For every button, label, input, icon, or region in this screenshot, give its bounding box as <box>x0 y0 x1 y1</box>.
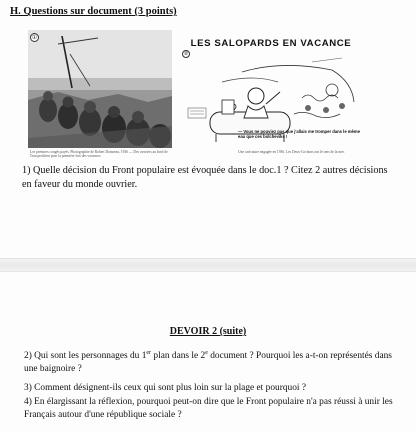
question-2 <box>24 350 398 376</box>
cartoon-title: LES SALOPARDS EN VACANCE <box>190 38 352 49</box>
question-2-sup-2: e <box>205 350 208 356</box>
question-2-part-a: 2) Qui sont les personnages du 1 <box>24 351 147 361</box>
question-2-part-b: plan dans le 2 <box>151 351 206 361</box>
photo-document-1 <box>28 30 172 148</box>
question-4: 4) En élargissant la réflexion, pourquoi peut-on dire que le Front populaire n'a pas réussi à unir les Français autour d'une république sociale ? <box>24 397 393 420</box>
question-3: 3) Comment désignent-ils ceux qui sont plus loin sur la plage et pourquoi ? <box>24 383 306 393</box>
document-1-caption: Les premiers congés payés. Photographie de Robert Doisneau, 1936 — Des ouvriers au bord de l'eau profitent pour la première fois des vacances. <box>30 150 168 159</box>
document-2-caption: Une caricature engagée en 1936. Les Deux-Cochons ont le sens de la mer. <box>238 150 345 154</box>
question-2-sup-1: er <box>146 350 152 356</box>
question-2-part-c: document ? Pourquoi les a-t-on représentés dans une baignoire ? <box>24 351 392 374</box>
page-separator <box>0 258 416 272</box>
document-1-number: ① <box>31 35 38 41</box>
devoir-title: DEVOIR 2 (suite) <box>169 326 247 337</box>
section-title: H. Questions sur document (3 points) <box>10 6 177 17</box>
cartoon-speech: — Vous ne pouviez pas que j'allais me tromper dans le même eau que ces bolcheviks ! <box>238 129 360 139</box>
question-1: 1) Quelle décision du Front populaire est évoquée dans le doc.1 ? Citez 2 autres décisions en faveur du monde ouvrier. <box>22 165 388 190</box>
document-2-number: ② <box>183 52 189 57</box>
